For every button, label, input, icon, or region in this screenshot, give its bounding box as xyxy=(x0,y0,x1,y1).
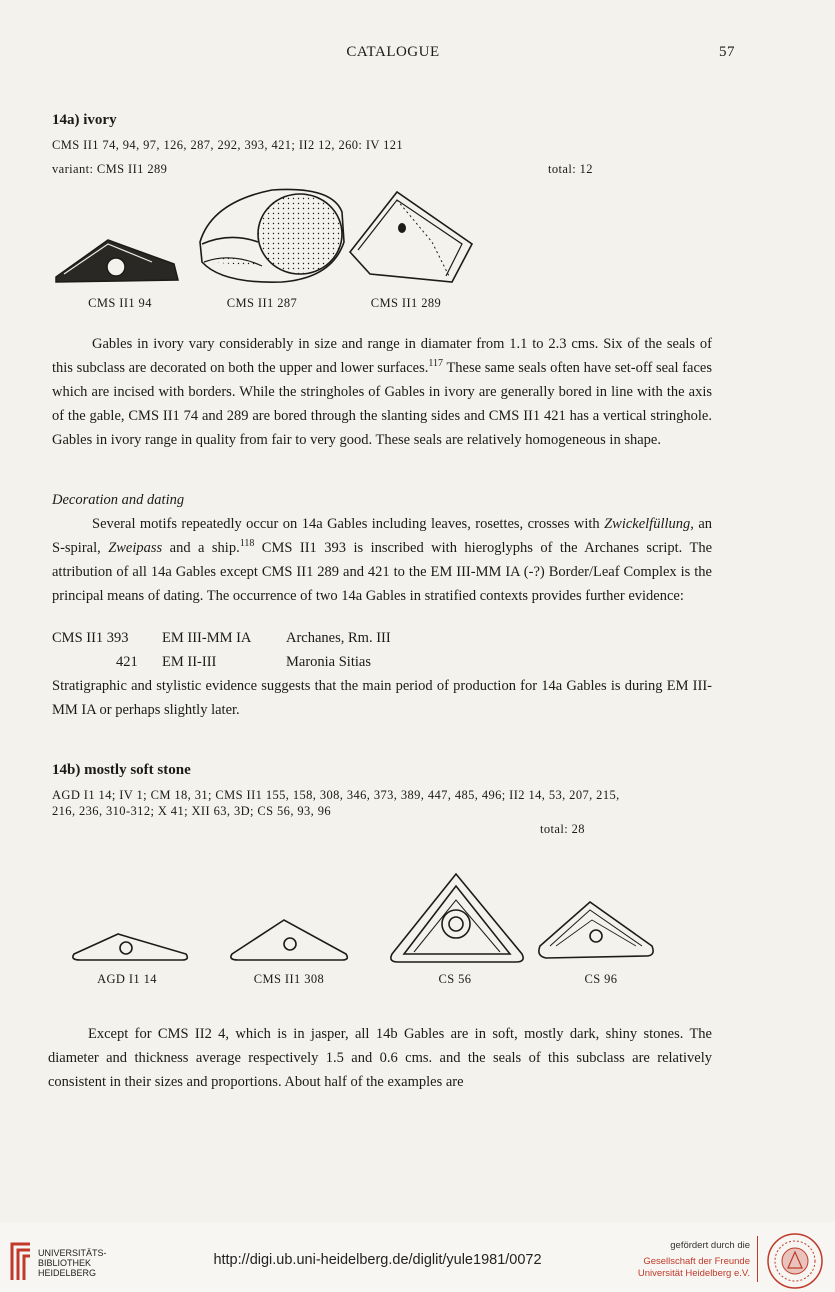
catalogue-list-14a: CMS II1 74, 94, 97, 126, 287, 292, 393, 421; II2 12, 260: IV 121 xyxy=(52,138,404,152)
seal-drawing-agd-i1-14 xyxy=(73,934,187,960)
caption-agd-i1-14: AGD I1 14 xyxy=(97,972,157,986)
term-zweipass: Zweipass xyxy=(108,540,163,556)
seal-drawing-cs-56 xyxy=(391,874,523,962)
para-text: Except for CMS II2 4, which is in jasper, all 14b Gables are in soft, mostly dark, shiny stones. The diameter and thickness average respectively 1.5 and 0.6 cms. and the seals of this subclass are relatively consistent in their sizes and proportions. About half of the examples are xyxy=(48,1026,712,1090)
seal-illustrations-14b xyxy=(70,866,670,970)
context-ref: CMS II1 393 xyxy=(52,630,129,646)
caption-cms-ii1-287: CMS II1 287 xyxy=(226,296,298,310)
caption-cs-96: CS 96 xyxy=(584,972,618,986)
caption-cms-ii1-289: CMS II1 289 xyxy=(370,296,442,310)
footer-divider xyxy=(757,1236,758,1282)
para-text: Several motifs repeatedly occur on 14a Gables including leaves, rosettes, crosses with xyxy=(92,516,605,532)
para-text: These same seals often have set-off seal faces which are incised with borders. While the stringholes of Gables in ivory are generally bored in line with the axis of the gable, CMS II1 74 and 289 are bored through the slanting sides and CMS II1 421 has a vertical stringhole. Gables in ivory range in quality from fair to very good. These seals are relatively homogeneous in shape. xyxy=(52,360,712,448)
seal-illustrations-14a xyxy=(52,182,492,290)
total-14b: total: 28 xyxy=(540,822,585,836)
sponsor-line: Gesellschaft der Freunde xyxy=(643,1256,750,1267)
total-14a: total: 12 xyxy=(548,162,593,176)
para-text: CMS II1 393 is inscribed with hieroglyphs of the Archanes script. The attribution of all 14a Gables except CMS II1 289 and 421 to the EM III-MM IA (-?) Border/Leaf Complex is the principal means of dating. The occurrence of two 14a Gables in stratified contexts provides further evidence: xyxy=(52,540,712,604)
caption-cms-ii1-308: CMS II1 308 xyxy=(253,972,325,986)
source-url-link[interactable]: http://digi.ub.uni-heidelberg.de/diglit/yule1981/0072 xyxy=(213,1252,542,1268)
sponsor-line: Universität Heidelberg e.V. xyxy=(637,1268,750,1279)
catalogue-list-14b-line1: AGD I1 14; IV 1; CM 18, 31; CMS II1 155, 158, 308, 346, 373, 389, 447, 485, 496; II2 14, 53, 207, 215, xyxy=(52,788,620,802)
context-date: EM II-III xyxy=(162,654,217,670)
footnote-ref-118[interactable]: 118 xyxy=(239,538,255,550)
paragraph-soft-stone xyxy=(48,1022,712,1094)
context-site: Archanes, Rm. III xyxy=(286,630,391,646)
library-line: HEIDELBERG xyxy=(38,1268,97,1278)
paragraph-decoration xyxy=(52,512,712,608)
seal-drawing-cms-ii1-289 xyxy=(350,192,472,282)
caption-cms-ii1-94: CMS II1 94 xyxy=(88,296,152,310)
running-head-title: CATALOGUE xyxy=(346,44,440,60)
para-text: , an S-spiral, xyxy=(52,516,712,556)
section-heading-14b: 14b) mostly soft stone xyxy=(52,762,191,778)
catalogue-list-14b-line2: 216, 236, 310-312; X 41; XII 63, 3D; CS 56, 93, 96 xyxy=(52,804,332,818)
context-site: Maronia Sitias xyxy=(286,654,371,670)
library-line: UNIVERSITÄTS- xyxy=(38,1248,107,1258)
section-heading-14a: 14a) ivory xyxy=(52,112,117,128)
university-seal-icon xyxy=(766,1232,824,1290)
library-line: BIBLIOTHEK xyxy=(38,1258,92,1268)
stratified-contexts-table xyxy=(52,626,712,674)
para-text: and a ship. xyxy=(162,540,240,556)
footnote-ref-117[interactable]: 117 xyxy=(428,358,444,370)
sponsor-line: gefördert durch die xyxy=(670,1240,750,1251)
subheading-decoration-dating: Decoration and dating xyxy=(52,492,185,508)
digitization-footer xyxy=(0,1222,835,1292)
paragraph-stratigraphic xyxy=(52,674,712,722)
caption-cs-56: CS 56 xyxy=(438,972,472,986)
variant-line: variant: CMS II1 289 xyxy=(52,162,168,176)
page-number: 57 xyxy=(719,44,735,60)
seal-drawing-cms-ii1-94 xyxy=(56,240,178,282)
seal-drawing-cs-96 xyxy=(539,902,653,958)
seal-drawing-cms-ii1-308 xyxy=(231,920,347,960)
context-ref: 421 xyxy=(116,654,138,670)
para-text: Stratigraphic and stylistic evidence suggests that the main period of production for 14a Gables is during EM III-MM IA or perhaps slightly later. xyxy=(52,678,712,718)
seal-drawing-cms-ii1-287 xyxy=(200,189,344,282)
paragraph-ivory-description xyxy=(52,332,712,452)
sponsor-note xyxy=(600,1240,750,1280)
running-header xyxy=(0,44,835,64)
term-zwickelfullung: Zwickelfüllung xyxy=(604,516,691,532)
para-text: Gables in ivory vary considerably in size and range in diamater from 1.1 to 2.3 cms. Six of the seals of this subclass are decorated on both the upper and lower surfaces. xyxy=(52,336,712,376)
context-date: EM III-MM IA xyxy=(162,630,252,646)
